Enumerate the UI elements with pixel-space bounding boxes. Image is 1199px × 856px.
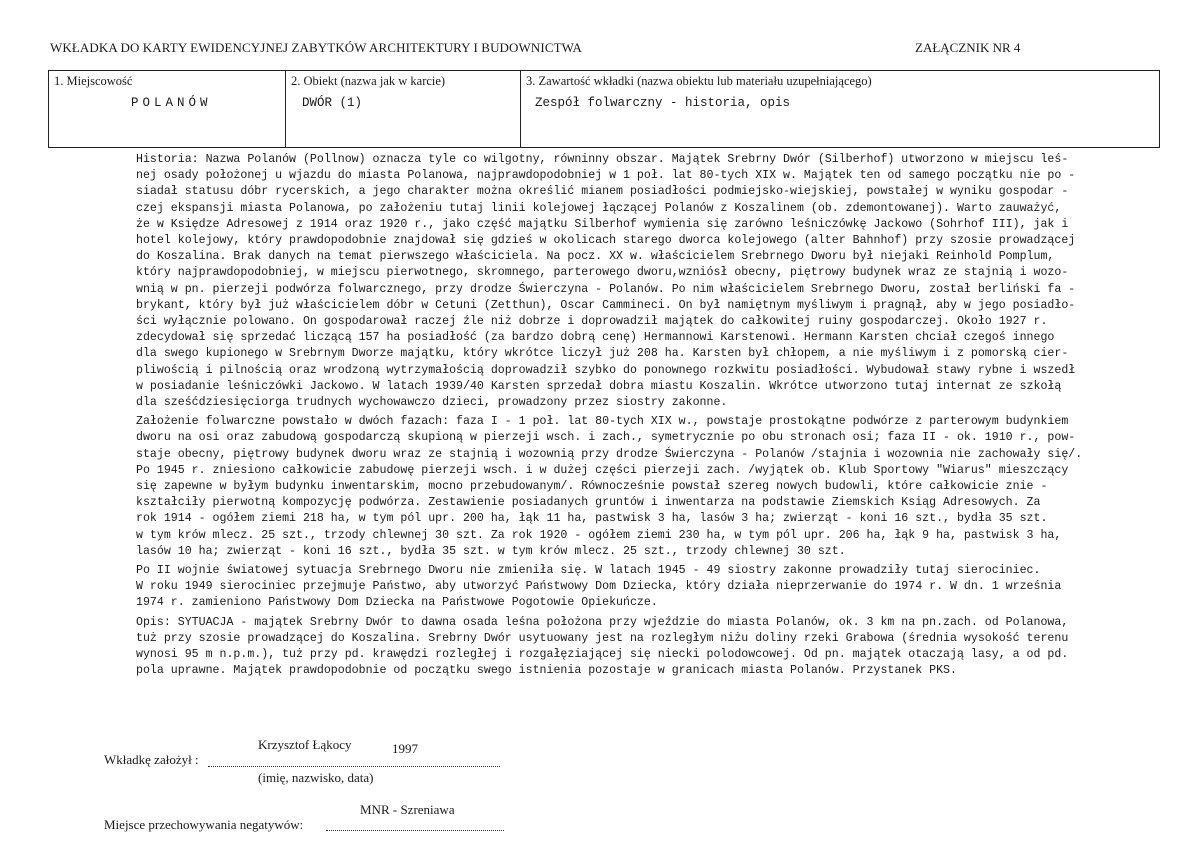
body-line: pliwością i pilnością oraz wrodzoną wytrzymałością doprowadził szybko do ponownego rozkwitu posiadłości. Wybudował stawy rybne i wszedł	[136, 363, 1076, 377]
content-value: Zespół folwarczny - historia, opis	[535, 96, 791, 110]
body-line: w posiadanie leśniczówki Jackowo. W latach 1939/40 Karsten sprzedał dobra miastu Koszalin. Wkrótce utworzono tutaj internat ze szkołą	[136, 379, 1062, 393]
body-line: W roku 1949 sierociniec przejmuje Państwo, aby utworzyć Państwowy Dom Dziecka, który działa nieprzerwanie do 1974 r. W dn. 1 września	[136, 580, 1062, 594]
body-line: że w Księdze Adresowej z 1914 oraz 1920 r., jako część majątku Silberhof wymienia się zarówno leśniczówkę Jackowo (Sohrhof III), jak i	[136, 217, 1069, 231]
object-cell	[286, 71, 521, 147]
body-line: hotel kolejowy, który prawdopodobnie znajdował się gdzieś w okolicach starego dworca kolejowego (alter Bahnhof) przy szosie prowadzącej	[136, 234, 1076, 248]
inserted-by-label: Wkładkę założył :	[104, 752, 199, 767]
body-line: się zapewne w byłym budynku inwentarskim, mocno przebudowanym/. Równocześnie powstał szereg nowych budowli, które całkowicie znie -	[136, 480, 1048, 494]
object-value: DWÓR (1)	[302, 96, 363, 110]
form-header-table	[48, 70, 1160, 148]
attachment-number: ZAŁĄCZNIK NR 4	[915, 40, 1021, 55]
body-line: pola uprawne. Majątek prawdopodobnie od początku swego istnienia pozostaje w granicach miasta Polanów. Przystanek PKS.	[136, 664, 957, 678]
body-line: Opis: SYTUACJA - majątek Srebrny Dwór to dawna osada leśna położona przy wjeździe do miasta Polanów, ok. 3 km na pn.zach. od Polanowa,	[136, 615, 1069, 629]
body-line: ści wyłącznie polowano. On gospodarował raczej źle niż dobrze i doprowadził majątek do całkowitej ruiny gospodarczej. Około 1927 r.	[136, 315, 1048, 329]
body-line: brykant, który był już właścicielem dóbr w Cetuni (Zetthun), Oscar Cammineci. On był namiętnym myśliwym i pragnął, aby w jego posiadło-	[136, 298, 1076, 312]
body-line: kształciły pierwotną kompozycję podwórza. Zestawienie posiadanych gruntów i inwentarza na podstawie Ziemskich Ksiąg Adresowych. Za	[136, 496, 1041, 510]
body-line: zdecydował się sprzedać liczącą 157 ha posiadłość (za bardzo dobrą cenę) Hermannowi Karstenowi. Hermann Karsten chciał czegoś innego	[136, 331, 1055, 345]
inserted-by-dotted-line	[208, 766, 500, 767]
negatives-location-value: MNR - Szreniawa	[360, 802, 455, 817]
negatives-location-label: Miejsce przechowywania negatywów:	[104, 817, 304, 832]
body-line: który najprawdopodobniej, w miejscu pierwotnego, skromnego, parterowego dworu,wzniósł obecny, piętrowy budynek wraz ze stajnią i wozo-	[136, 266, 1069, 280]
body-line: dworu na osi oraz zabudową gospodarczą skupioną w pierzeji wsch. i zach., symetrycznie po obu stronach osi; faza II - ok. 1910 r., pow-	[136, 431, 1076, 445]
body-line: staje obecny, piętrowy budynek dworu wraz ze stajnią i wozownią przy drodze Świerczyna - Polanów /stajnia i wozownia nie zachowały się/.	[136, 447, 1083, 461]
body-line: tuż przy szosie prowadzącej do Koszalina. Srebrny Dwór usytuowany jest na rozległym niżu doliny rzeki Grabowa (średnia wysokość terenu	[136, 631, 1069, 645]
author-name: Krzysztof Łąkocy	[258, 737, 352, 752]
body-line: do Koszalina. Brak danych na temat pierwszego właściciela. Na pocz. XX w. właścicielem Srebrnego Dworu był niejaki Reinhold Pomplum,	[136, 250, 1055, 264]
locality-label: 1. Miejscowość	[54, 74, 133, 88]
body-line: Historia: Nazwa Polanów (Pollnow) oznacza tyle co wilgotny, równinny obszar. Majątek Srebrny Dwór (Silberhof) utworzono w miejscu leś-	[136, 153, 1069, 166]
body-line: nej osady położonej u wjazdu do miasta Polanowa, najprawdopodobniej w 1 poł. lat 80-tych XIX w. Majątek ten od samego początku nie po -	[136, 169, 1076, 183]
object-label: 2. Obiekt (nazwa jak w karcie)	[291, 74, 446, 88]
author-year: 1997	[392, 741, 418, 756]
content-label: 3. Zawartość wkładki (nazwa obiektu lub materiału uzupełniającego)	[526, 74, 872, 88]
body-line: lasów 10 ha; zwierząt - koni 16 szt., bydła 35 szt. w tym krów mlecz. 25 szt., trzody chlewnej 30 szt.	[136, 544, 846, 558]
body-line: rok 1914 - ogółem ziemi 218 ha, w tym pól upr. 200 ha, łąk 11 ha, pastwisk 3 ha, lasów 3 ha; zwierząt - koni 16 szt., bydła 35 szt.	[136, 512, 1048, 526]
body-line: w tym krów mlecz. 25 szt., trzody chlewnej 30 szt. Za rok 1920 - ogółem ziemi 230 ha, w tym pól upr. 206 ha, łąk 9 ha, pastwisk 3 ha,	[136, 528, 1062, 542]
body-line: Założenie folwarczne powstało w dwóch fazach: faza I - 1 poł. lat 80-tych XIX w., powstaje prostokątne podwórze z parterowym budynkiem	[136, 415, 1069, 429]
locality-value: POLANÓW	[131, 96, 212, 110]
body-line: czej ekspansji miasta Polanowa, po założeniu tutaj linii kolejowej łączącej Polanów z Koszalinem (ob. zdemontowanej). Warto zauważyć,	[136, 201, 1062, 215]
document-title: WKŁADKA DO KARTY EWIDENCYJNEJ ZABYTKÓW ARCHITEKTURY I BUDOWNICTWA	[50, 40, 583, 55]
body-line: dla sześćdziesięciorga trudnych wychowawczo dzieci, prowadzony przez siostry zakonne.	[136, 396, 728, 410]
body-line: wnią w pn. pierzeji podwórza folwarcznego, przy drodze Świerczyna - Polanów. Po nim właścicielem Srebrnego Dworu, został berliński fa -	[136, 282, 1076, 296]
body-line: Po II wojnie światowej sytuacja Srebrnego Dworu nie zmieniła się. W latach 1945 - 49 siostry zakonne prowadziły tutaj sierociniec.	[136, 564, 1041, 578]
body-line: dla swego kupionego w Srebrnym Dworze majątku, który wkrótce liczył już 208 ha. Karsten był chłopem, a nie myśliwym i z pomorską cier-	[136, 347, 1069, 361]
body-line: Po 1945 r. zniesiono całkowicie zabudowę pierzeji wsch. i w dużej części pierzeji zach. /wyjątek ob. Klub Sportowy "Wiarus" mieszczący	[136, 463, 1069, 477]
body-line: siadał statusu dóbr rycerskich, a jego charakter można określić mianem posiadłości podmiejsko-wiejskiej, powstałej w wyniku gospodar -	[136, 185, 1069, 199]
negatives-dotted-line	[326, 830, 504, 831]
inserted-by-hint: (imię, nazwisko, data)	[258, 770, 374, 785]
locality-cell	[49, 71, 286, 147]
body-line: wynosi 95 m n.p.m.), tuż przy pd. krawędzi rozległej i rozgałęziającej się niecki polodowcowej. Od pn. majątek otaczają lasy, a od pd.	[136, 648, 1069, 662]
body-line: 1974 r. zamieniono Państwowy Dom Dziecka na Państwowe Pogotowie Opiekuńcze.	[136, 596, 658, 610]
document-body	[136, 152, 1136, 680]
content-cell	[521, 71, 1159, 147]
